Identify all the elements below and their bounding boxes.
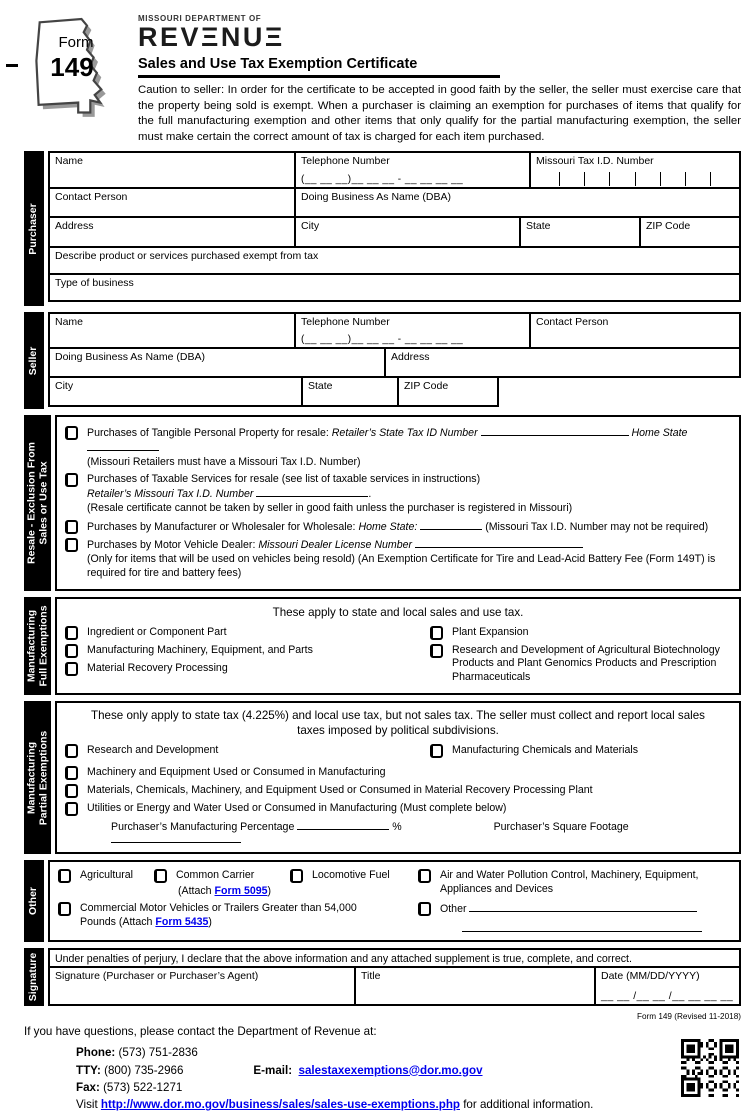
header-text-block xyxy=(138,6,741,145)
seller-name-field[interactable]: Name xyxy=(48,312,296,349)
website-link[interactable]: http://www.dor.mo.gov/business/sales/sales-use-exemptions.php xyxy=(100,1098,460,1112)
email-label: E-mail: xyxy=(253,1063,293,1077)
seller-city-field[interactable]: City xyxy=(48,376,303,407)
resale-wholesale-checkbox[interactable] xyxy=(65,520,78,534)
form-word: Form xyxy=(58,34,94,51)
other-section xyxy=(24,860,741,942)
other-exemption-checkbox[interactable] xyxy=(418,902,431,916)
tty-number: (800) 735-2966 xyxy=(100,1063,184,1077)
purchaser-state-field[interactable]: State xyxy=(519,216,641,248)
phone-number: (573) 751-2836 xyxy=(115,1046,198,1060)
resale-section-label-strip xyxy=(24,415,51,591)
mfg-full-label-line2: Full Exemptions xyxy=(36,605,49,687)
seller-label: Seller xyxy=(27,346,40,375)
seller-zip-field[interactable]: ZIP Code xyxy=(397,376,499,407)
wholesale-home-state-blank[interactable] xyxy=(420,520,482,530)
other-box: Agricultural Common Carrier (Attach Form 5095) Locomotive Fuel Air and Water Pollution Control, Machinery, Equipment, Appliances and Devices Commercial Motor Vehicles or Trailers Greater than 54,000 Pounds (Attach Form 5435) Other xyxy=(48,860,741,942)
form-header xyxy=(24,6,741,145)
mfg-full-label-line1: Manufacturing xyxy=(24,609,37,682)
purchaser-city-field[interactable]: City xyxy=(294,216,521,248)
mfg-percentage-blank[interactable] xyxy=(297,820,389,830)
mfg-full-label-strip xyxy=(24,597,51,695)
form-number: 149 xyxy=(50,52,94,82)
other-blank-line1[interactable] xyxy=(469,902,697,912)
other-blank-line2[interactable] xyxy=(462,920,702,932)
purchaser-contact-field[interactable]: Contact Person xyxy=(48,187,296,218)
missouri-state-outline xyxy=(24,6,128,118)
other-label: Other xyxy=(27,887,40,916)
mfg-chemicals-checkbox[interactable] xyxy=(430,744,443,758)
resale-taxable-services-checkbox[interactable] xyxy=(65,473,78,487)
purchaser-type-field[interactable]: Type of business xyxy=(48,273,741,302)
home-state-blank[interactable] xyxy=(87,441,159,451)
taxid-digit-slots xyxy=(535,172,735,186)
purchaser-phone-format: (__ __ __)__ __ __ - __ __ __ __ xyxy=(301,174,464,185)
perjury-statement: Under penalties of perjury, I declare that the above information and any attached supplement is true, complete, and correct. xyxy=(48,948,741,968)
seller-table xyxy=(48,312,741,409)
seller-state-field[interactable]: State xyxy=(301,376,399,407)
resale-box: Purchases of Tangible Personal Property for resale: Retailer’s State Tax ID Number Home State (Missouri Retailers must have a Missouri Tax I.D. Number) Purchases of Taxable Services for resale (see list of taxable services in instructions) Retailer’s Missouri Tax I.D. Number . (Resale certificate cannot be taken by seller in good faith unless the purchaser is registered in Missouri) Purchases by Manufacturer or Wholesaler for Wholesale: Home State: (Missouri Tax I.D. Number may not be required) Purchases by Motor Vehicle Dealer: Missouri Dealer License Number (Only for items that will be used on vehicles being resold) (An Exemption Certificate for Tire and Lead-Acid Battery Fee (Form 149T) is required for tire and battery fees) xyxy=(55,415,741,591)
purchaser-section-label-strip xyxy=(24,151,44,306)
mfg-partial-label-line1: Manufacturing xyxy=(24,741,37,814)
retailer-mo-taxid-blank[interactable] xyxy=(256,487,368,497)
tty-label: TTY: xyxy=(76,1063,101,1077)
signature-label-strip xyxy=(24,948,44,1006)
revenue-logo: REVΞNUΞ xyxy=(138,22,285,52)
resale-section xyxy=(24,415,741,591)
purchaser-address-field[interactable]: Address xyxy=(48,216,296,248)
revision-note: Form 149 (Revised 11-2018) xyxy=(636,1012,741,1022)
retailer-state-taxid-blank[interactable] xyxy=(481,426,629,436)
department-line: MISSOURI DEPARTMENT OF xyxy=(138,14,262,23)
seller-dba-field[interactable]: Doing Business As Name (DBA) xyxy=(48,347,386,378)
seller-section xyxy=(24,312,741,409)
resale-label-line2: Sales or Use Tax xyxy=(36,461,49,545)
seller-contact-field[interactable]: Contact Person xyxy=(529,312,741,349)
resale-label-line1: Resale - Exclusion From xyxy=(24,441,37,564)
caution-text: Caution to seller: In order for the certificate to be accepted in good faith by the seller, the seller must exercise care that the property being sold is exempt. When a purchaser is claiming an exemption for purchases of items that qualify for the full manufacturing exemption and other items that only qualify for the partial manufacturing exemption, the seller must make certain the correct amount of tax is charged for each item purchased. xyxy=(138,84,741,143)
purchaser-section xyxy=(24,151,741,306)
resale-motor-vehicle-dealer-checkbox[interactable] xyxy=(65,538,78,552)
mfg-partial-label-line2: Partial Exemptions xyxy=(36,730,49,825)
signature-section xyxy=(24,948,741,1006)
commercial-motor-vehicles-checkbox[interactable] xyxy=(58,902,71,916)
purchaser-name-field[interactable]: Name xyxy=(48,151,296,189)
mfg-full-box: These apply to state and local sales and use tax. Ingredient or Component Part Manufacturing Machinery, Equipment, and Parts Material Recovery Processing Plant Expansion Research and Development of Agricultural Biotechnology Products and Plant Genomics Products and Prescription Pharmaceuticals xyxy=(55,597,741,695)
purchaser-describe-field[interactable]: Describe product or services purchased exempt from tax xyxy=(48,246,741,275)
date-format: __ __ /__ __ /__ __ __ __ xyxy=(601,990,734,1003)
signature-table xyxy=(48,948,741,1006)
mfg-partial-section xyxy=(24,701,741,854)
seller-section-label-strip xyxy=(24,312,44,409)
footer: If you have questions, please contact the Department of Revenue at: Phone: (573) 751-2836 TTY: (800) 735-2966 E-mail: salestaxexemptions@dor.mo.gov Fax: (573) 522-1271 Visit http://www.dor.mo.gov/business/sales/sales-use-exemptions.php for additional information. xyxy=(24,1025,741,1114)
purchaser-dba-field[interactable]: Doing Business As Name (DBA) xyxy=(294,187,741,218)
other-label-strip xyxy=(24,860,44,942)
purchaser-taxid-field[interactable]: Missouri Tax I.D. Number xyxy=(529,151,741,189)
form-title: Sales and Use Tax Exemption Certificate xyxy=(138,56,500,78)
utilities-energy-checkbox[interactable] xyxy=(65,802,78,816)
seller-phone-field[interactable]: Telephone Number (__ __ __)__ __ __ - __ __ __ __ xyxy=(294,312,531,349)
air-water-pollution-checkbox[interactable] xyxy=(418,869,431,883)
margin-dash xyxy=(6,64,18,67)
mfg-partial-header: These only apply to state tax (4.225%) and local use tax, but not sales tax. The seller must collect and report local sales taxes imposed by political subdivisions. xyxy=(91,709,705,738)
signature-field[interactable]: Signature (Purchaser or Purchaser’s Agent) xyxy=(48,966,356,1006)
materials-recovery-plant-checkbox[interactable] xyxy=(65,784,78,798)
seller-phone-format: (__ __ __)__ __ __ - __ __ __ __ xyxy=(301,334,464,345)
fax-label: Fax: xyxy=(76,1080,100,1094)
date-field[interactable]: Date (MM/DD/YYYY) __ __ /__ __ /__ __ __ __ xyxy=(594,966,741,1006)
agricultural-checkbox[interactable] xyxy=(58,869,71,883)
form-5095-link[interactable]: Form 5095 xyxy=(214,885,268,898)
purchaser-table xyxy=(48,151,741,306)
title-field[interactable]: Title xyxy=(354,966,596,1006)
square-footage-label: Purchaser’s Square Footage xyxy=(493,821,629,834)
mfg-partial-label-strip xyxy=(24,701,51,854)
mfg-full-header: These apply to state and local sales and use tax. xyxy=(272,605,524,619)
phone-label: Phone: xyxy=(76,1046,116,1060)
purchaser-label: Purchaser xyxy=(27,202,40,255)
qr-code xyxy=(681,1039,739,1097)
contact-intro: If you have questions, please contact the Department of Revenue at: xyxy=(24,1025,377,1039)
square-footage-blank[interactable] xyxy=(111,833,241,843)
seller-address-field[interactable]: Address xyxy=(384,347,741,378)
mfg-partial-box: These only apply to state tax (4.225%) and local use tax, but not sales tax. The seller must collect and report local sales taxes imposed by political subdivisions. Research and Development Manufacturing Chemicals and Materials Machinery and Equipment Used or Consumed in Manufacturing Materials, Chemicals, Machinery, and Equipment Used or Consumed in Material Recovery Processing Plant Utilities or Energy and Water Used or Consumed in Manufacturing (Must complete below) Purchaser’s Manufacturing Percentage % Purchaser’s Square Footage xyxy=(55,701,741,854)
mfg-machinery-checkbox[interactable] xyxy=(65,644,78,658)
fax-number: (573) 522-1271 xyxy=(99,1080,183,1094)
mfg-full-section xyxy=(24,597,741,695)
dealer-license-number-blank[interactable] xyxy=(415,538,583,548)
resale-tangible-checkbox[interactable] xyxy=(65,426,78,440)
email-link[interactable]: salestaxexemptions@dor.mo.gov xyxy=(298,1063,483,1077)
ingredient-component-checkbox[interactable] xyxy=(65,626,78,640)
material-recovery-checkbox[interactable] xyxy=(65,662,78,676)
signature-label: Signature xyxy=(27,952,40,1002)
plant-expansion-checkbox[interactable] xyxy=(430,626,443,640)
mfg-percentage-label: Purchaser’s Manufacturing Percentage xyxy=(111,821,298,834)
common-carrier-checkbox[interactable] xyxy=(154,869,167,883)
purchaser-zip-field[interactable]: ZIP Code xyxy=(639,216,741,248)
purchaser-phone-field[interactable]: Telephone Number (__ __ __)__ __ __ - __ __ __ __ xyxy=(294,151,531,189)
rnd-checkbox[interactable] xyxy=(65,744,78,758)
form-5435-link[interactable]: Form 5435 xyxy=(155,915,209,928)
locomotive-fuel-checkbox[interactable] xyxy=(290,869,303,883)
machinery-consumed-checkbox[interactable] xyxy=(65,766,78,780)
rnd-agri-biotech-checkbox[interactable] xyxy=(430,644,443,658)
